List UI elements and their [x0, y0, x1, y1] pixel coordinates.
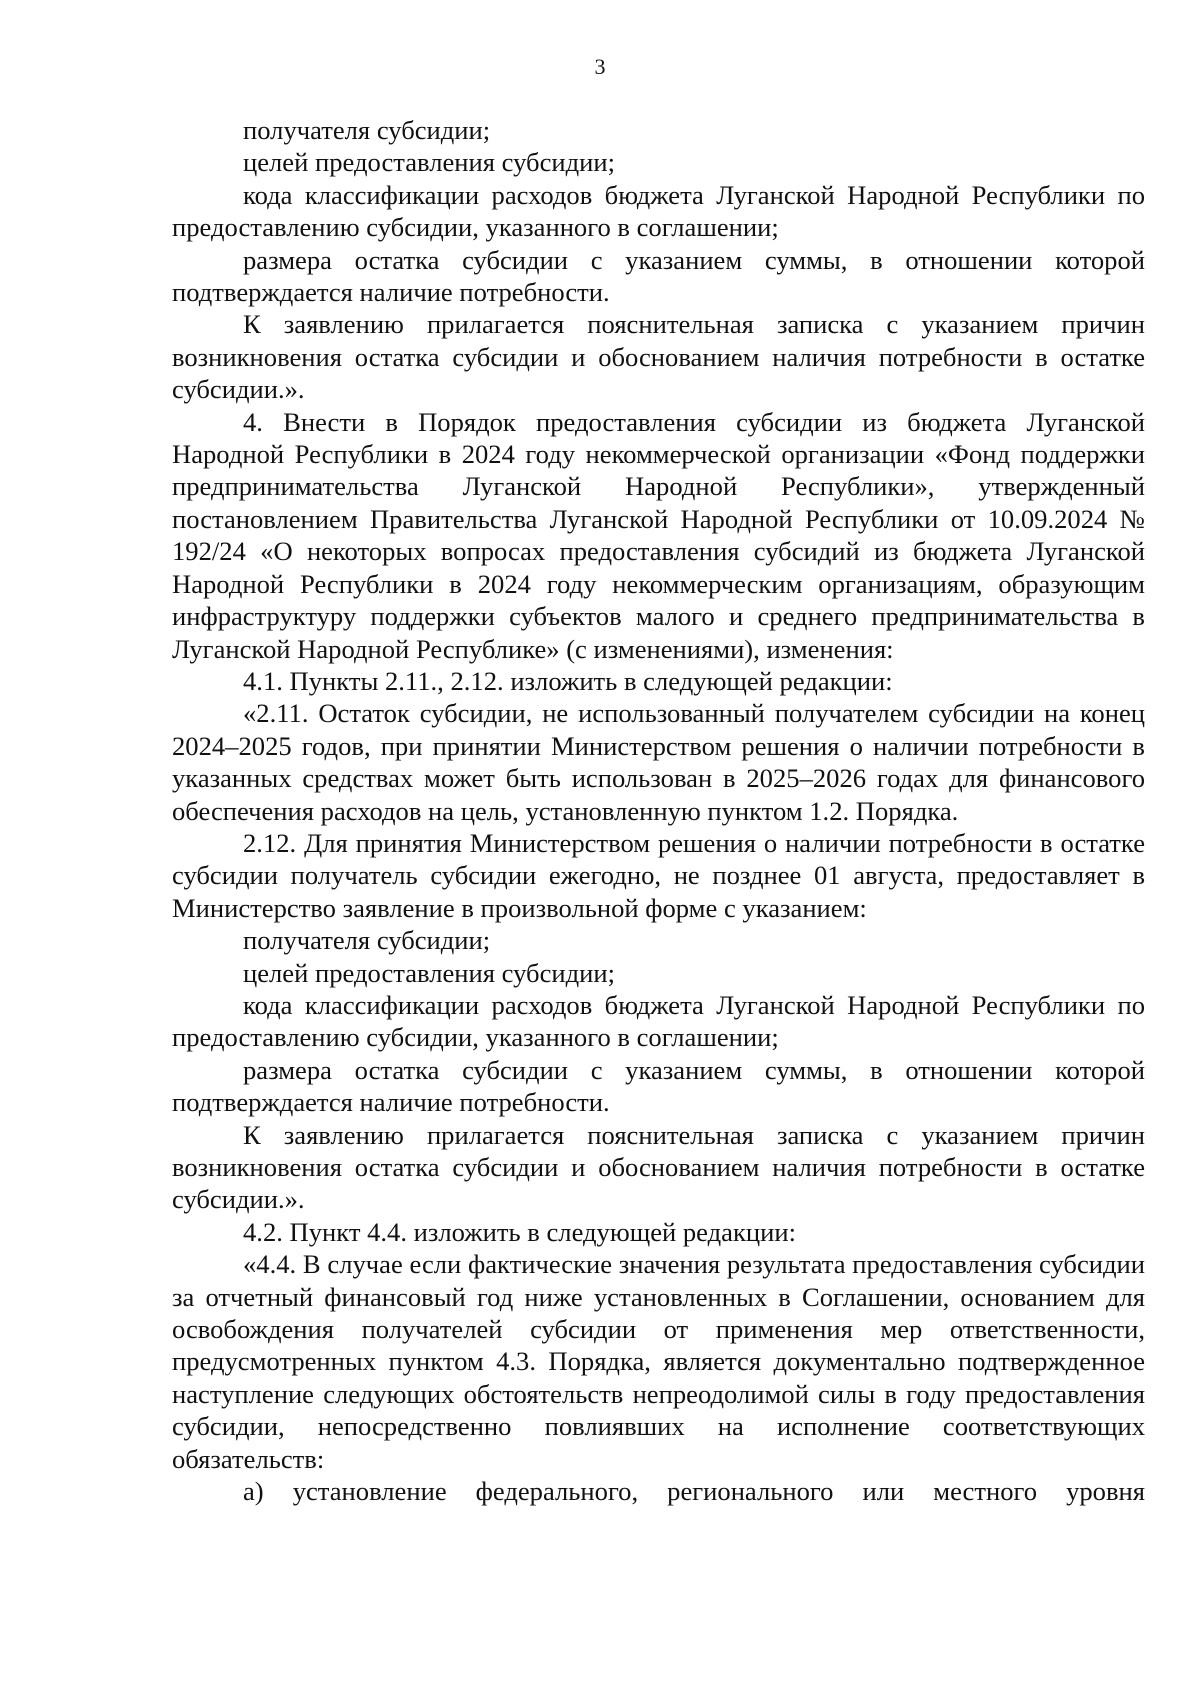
paragraph-purposes: целей предоставления субсидии; [243, 147, 615, 178]
paragraph-remainder-size-2: размера остатка субсидии с указанием суммы, в отношении которой подтверждается наличие потребности. [172, 1054, 1145, 1118]
paragraph-recipient-2: получателя субсидии; [243, 925, 491, 956]
paragraph-item-4: 4. Внести в Порядок предоставления субсидии из бюджета Луганской Народной Республики в 2024 году некоммерческой организации «Фонд поддержки предпринимательства Луганской Народной Республики», утвержденный постановлением Правительства Луганской Народной Республики от 10.09.2024 № 192/24 «О некоторых вопросах предоставления субсидий из бюджета Луганской Народной Республики в 2024 году некоммерческим организациям, образующим инфраструктуру поддержки субъектов малого и среднего предпринимательства в Луганской Народной Республике» (с изменениями), изменения: [172, 406, 1145, 664]
paragraph-purposes-2: целей предоставления субсидии; [243, 957, 615, 988]
paragraph-item-2-12: 2.12. Для принятия Министерством решения о наличии потребности в остатке субсидии получатель субсидии ежегодно, не позднее 01 августа, предоставляет в Министерство заявление в произвольной форме с указанием: [172, 827, 1145, 923]
paragraph-budget-code: кода классификации расходов бюджета Луганской Народной Республики по предоставлению субсидии, указанного в соглашении; [172, 179, 1145, 243]
paragraph-recipient: получателя субсидии; [243, 115, 491, 145]
paragraph-explanatory-note: К заявлению прилагается пояснительная записка с указанием причин возникновения остатка субсидии и обоснованием наличия потребности в остатке субсидии.». [172, 309, 1145, 405]
paragraph-item-4-2: 4.2. Пункт 4.4. изложить в следующей редакции: [243, 1216, 796, 1247]
paragraph-item-4-1: 4.1. Пункты 2.11., 2.12. изложить в следующей редакции: [243, 665, 893, 696]
paragraph-subitem-a: а) установление федерального, регионального или местного уровня [243, 1476, 1145, 1507]
paragraph-item-2-11: «2.11. Остаток субсидии, не использованный получателем субсидии на конец 2024–2025 годов, при принятии Министерством решения о наличии потребности в указанных средствах может быть использован в 2025–2026 годах для финансового обеспечения расходов на цель, установленную пунктом 1.2. Порядка. [172, 698, 1145, 826]
paragraph-remainder-size: размера остатка субсидии с указанием суммы, в отношении которой подтверждается наличие потребности. [172, 244, 1145, 308]
paragraph-explanatory-note-2: К заявлению прилагается пояснительная записка с указанием причин возникновения остатка субсидии и обоснованием наличия потребности в остатке субсидии.». [172, 1119, 1145, 1215]
paragraph-item-4-4: «4.4. В случае если фактические значения результата предоставления субсидии за отчетный финансовый год ниже установленных в Соглашении, основанием для освобождения получателей субсидии от применения мер ответственности, предусмотренных пунктом 4.3. Порядка, является документально подтвержденное наступление следующих обстоятельств непреодолимой силы в году предоставления субсидии, непосредственно повлиявших на исполнение соответствующих обязательств: [172, 1249, 1145, 1474]
paragraph-budget-code-2: кода классификации расходов бюджета Луганской Народной Республики по предоставлению субсидии, указанного в соглашении; [172, 989, 1145, 1053]
page-number: 3 [594, 54, 606, 79]
document-body [172, 114, 1145, 1507]
